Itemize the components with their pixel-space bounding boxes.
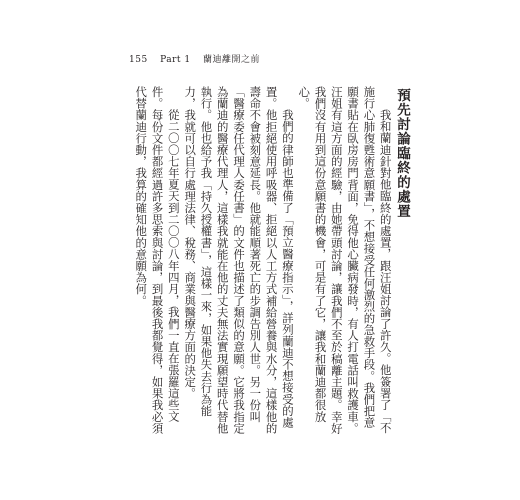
section-heading: 預先討論臨終的處置 [394, 88, 410, 219]
running-header [129, 52, 269, 65]
page-number: 155 [129, 55, 148, 65]
paragraph-1: 我和蘭迪針對他臨終的處置，跟汪姐討論了許久。他簽署了「不施行心肺復甦術意願書」，不想接受任何激烈的急救手段。我們把意願書貼在臥房房門背面，免得他心臟病發時，有人打電話叫救護車。汪姐有這方面的經驗，由她帶頭討論，讓我們不至於稿離主題。幸好我們沒有用到這份意願書的機會，可是有了它，讓我和蘭迪都很放心。 [297, 86, 393, 434]
paragraph-3: 從二〇〇七年夏天到二〇〇八年四月，我們一直在張羅這些文件。每份文件都經過許多思索與討論，到最後我都覺得，如果我必須代替蘭迪行動，我算的確知他的意願為何。 [134, 86, 181, 434]
part-label: Part 1 [160, 55, 191, 65]
paragraph-2: 我們的律師也準備了「預立醫療指示」，詳列蘭迪不想接受的處置。他拒絕使用呼吸器、拒絕以人工方式補給營養與水分，這樣他的壽命不會被刻意延長。他就能順著死亡的步調告別人世。另一份叫「醫療委任代理人委任書」的文件也描述了類似的意願。它將我指定為蘭迪的醫療代理人，這樣我就能在他的丈夫無法實現願望時代替他執行。他也給予我「持久授權書」，這樣一來，如果他失去行為能力，我就可以自行處理法律、稅務、商業與醫療方面的決定。 [183, 86, 295, 434]
vertical-body-text [133, 86, 410, 436]
part-title: 蘭迪離開之前 [202, 55, 260, 65]
